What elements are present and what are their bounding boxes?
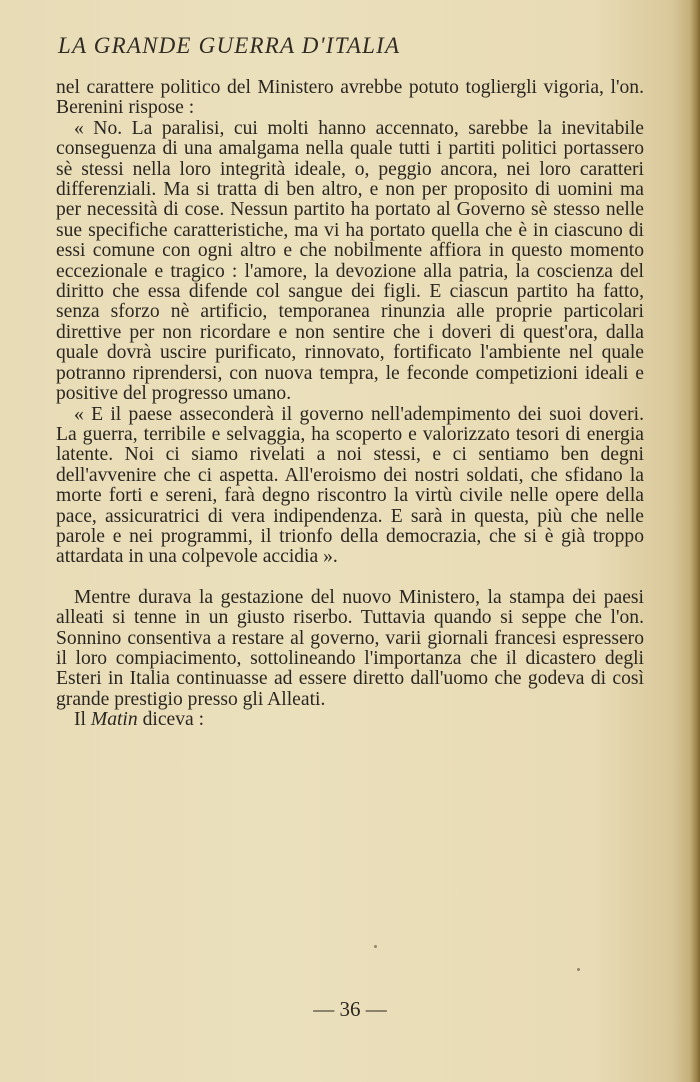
- paragraph-continuation: nel carattere politico del Ministero avrebbe potuto togliergli vigoria, l'on. Berenini rispose :: [56, 77, 644, 119]
- paper-speck: [577, 968, 580, 971]
- paper-speck: [374, 945, 377, 948]
- paragraph-quote-1: « No. La paralisi, cui molti hanno accennato, sarebbe la inevitabile conseguenza di una amalgama nella quale tutti i partiti politici portassero sè stessi nella loro integrità ideale, o, peggio ancora, nei loro caratteri differenziali. Ma si tratta di ben altro, e non per proposito di uomini ma per necessità di cose. Nessun partito ha portato al Governo sè stesso nelle sue specifiche caratteristiche, ma vi ha portato quella che è in ciascuno di essi comune con ogni altro e che nobilmente affiora in questo momento eccezionale e tragico : l'amore, la devozione alla patria, la coscienza del diritto che essa difende col sangue dei figli. E ciascun partito ha fatto, senza sforzo nè artificio, temporanea rinunzia alle proprie particolari direttive per non ricordare e non sentire che i doveri di quest'ora, dalla quale dovrà uscire purificato, rinnovato, fortificato l'ambiente nel quale potranno riprendersi, con nuova tempra, le feconde competizioni ideali e positive del progresso umano.: [56, 117, 644, 405]
- page-edge-shadow: [690, 0, 700, 1082]
- matin-line-before: Il: [74, 709, 91, 731]
- running-head: LA GRANDE GUERRA D'ITALIA: [58, 33, 401, 58]
- matin-line-after: diceva :: [137, 709, 205, 731]
- newspaper-title: Matin: [90, 709, 138, 731]
- body-text: [56, 78, 644, 731]
- paragraph-narrative: Mentre durava la gestazione del nuovo Ministero, la stampa dei paesi alleati si tenne in un giusto riserbo. Tuttavia quando si seppe che l'on. Sonnino consentiva a restare al governo, varii giornali francesi espressero il loro compiacimento, sottolineando l'importanza che il dicastero degli Esteri in Italia continuasse ad essere diretto dall'uomo che godeva di così grande prestigio presso gli Alleati.: [56, 586, 644, 710]
- page-number: — 36 —: [313, 997, 387, 1021]
- paragraph-matin-intro: [56, 710, 644, 730]
- paragraph-quote-2: « E il paese asseconderà il governo nell'adempimento dei suoi doveri. La guerra, terribile e selvaggia, ha scoperto e valorizzato tesori di energia latente. Noi ci siamo rivelati a noi stessi, e ci sentiamo ben degni dell'avvenire che ci aspetta. All'eroismo dei nostri soldati, che sfidano la morte forti e sereni, farà degno riscontro la virtù civile nelle opere della pace, assicuratrici di vera indipendenza. E sarà in questa, più che nelle parole e nei programmi, il trionfo della democrazia, che si è già troppo attardata in una colpevole accidia ».: [56, 403, 644, 568]
